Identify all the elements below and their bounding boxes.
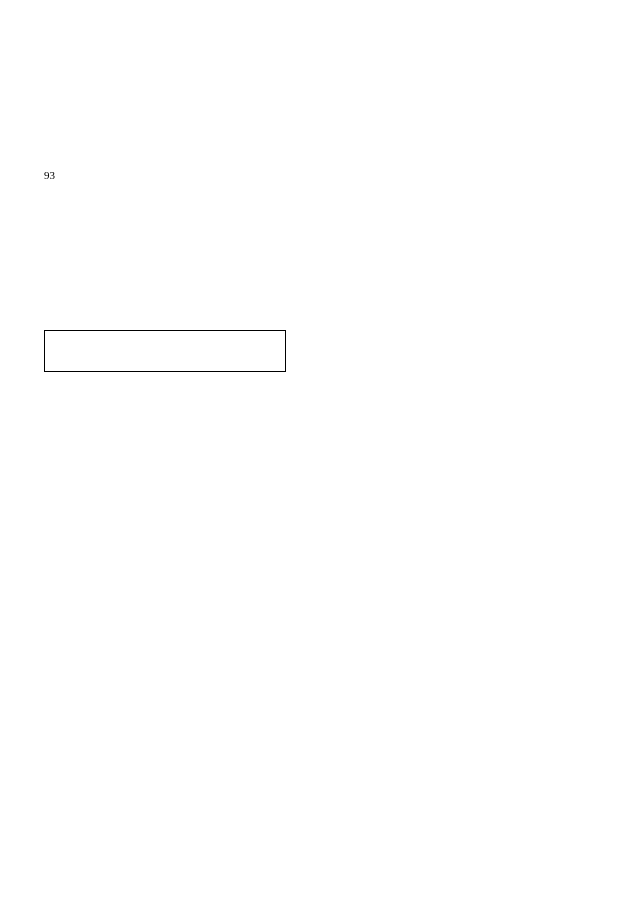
withheld-content-block	[44, 330, 286, 372]
page-number: 93	[44, 170, 55, 182]
